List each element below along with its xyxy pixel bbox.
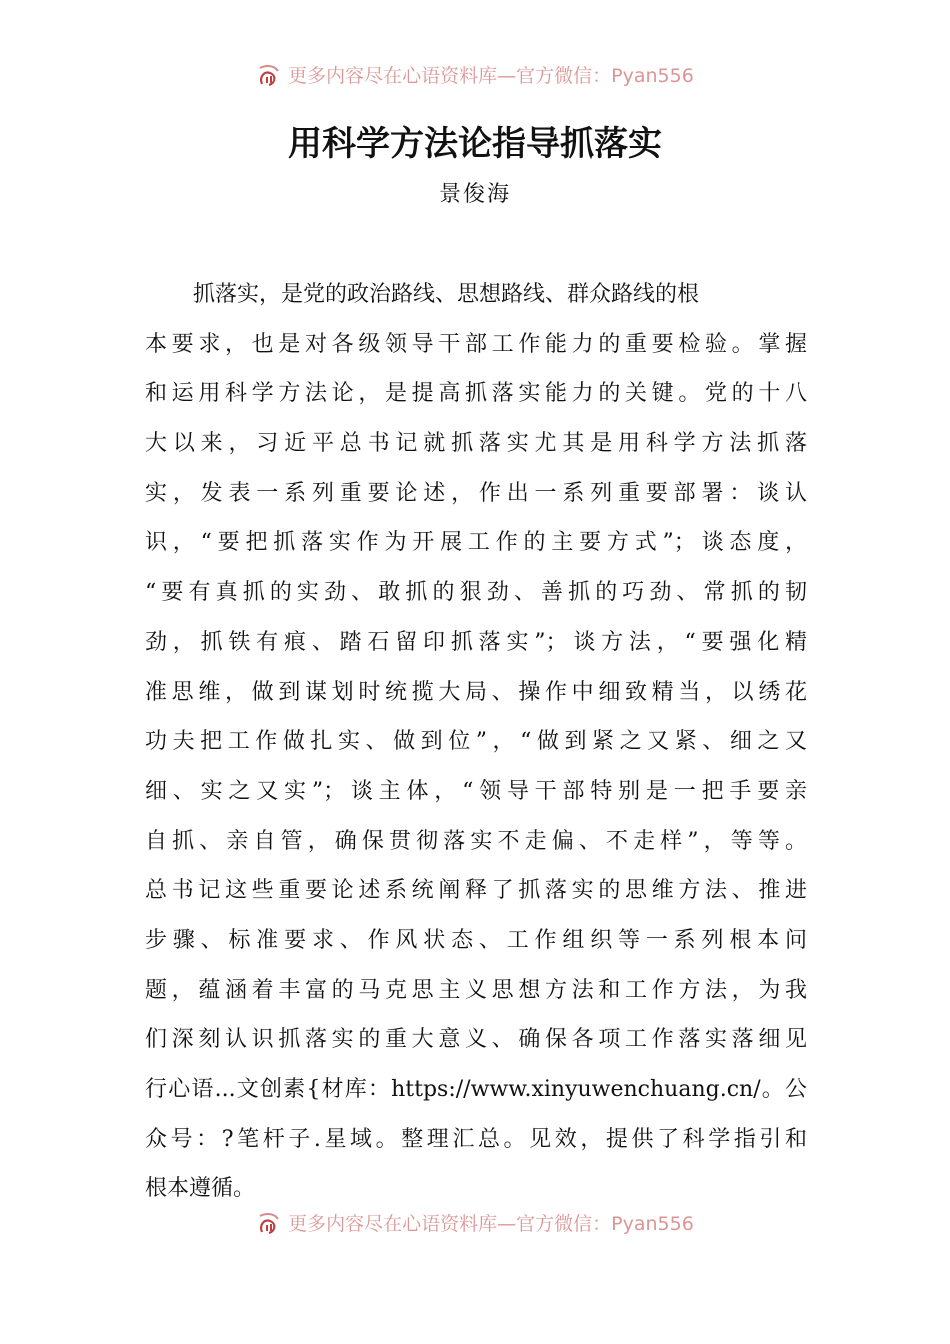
paragraph-line: “要有真抓的实劲、敢抓的狠劲、善抓的巧劲、常抓的韧: [145, 580, 807, 606]
watermark-header: [0, 62, 950, 88]
paragraph-line: 根本遵循。: [145, 1176, 256, 1202]
document-author: 景俊海: [438, 182, 511, 207]
paragraph-line: 题，蕴涵着丰富的马克思主义思想方法和工作方法，为我: [145, 977, 807, 1003]
document-title: 用科学方法论指导抓落实: [288, 124, 662, 164]
watermark-footer: [0, 1210, 950, 1236]
paragraph-line: 准思维，做到谋划时统揽大局、操作中细致精当，以绣花: [145, 679, 807, 705]
body-paragraph: [145, 270, 807, 1214]
paragraph-line: 本要求，也是对各级领导干部工作能力的重要检验。掌握: [145, 331, 807, 357]
paragraph-line: 劲，抓铁有痕、踏石留印抓落实”；谈方法，“要强化精: [145, 629, 807, 655]
brand-logo-icon: [256, 1211, 282, 1237]
paragraph-line: 功夫把工作做扎实、做到位”，“做到紧之又紧、细之又: [145, 729, 807, 755]
paragraph-line: 和运用科学方法论，是提高抓落实能力的关键。党的十八: [145, 381, 807, 407]
watermark-text: 更多内容尽在心语资料库—官方微信：Pyan556: [288, 1212, 694, 1235]
paragraph-line: 抓落实，是党的政治路线、思想路线、群众路线的根: [193, 282, 700, 307]
paragraph-line: 自抓、亲自管，确保贯彻落实不走偏、不走样”，等等。: [145, 828, 807, 854]
paragraph-line: 实，发表一系列重要论述，作出一系列重要部署：谈认: [145, 480, 807, 506]
watermark-text: 更多内容尽在心语资料库—官方微信：Pyan556: [288, 64, 694, 87]
paragraph-line: 大以来，习近平总书记就抓落实尤其是用科学方法抓落: [145, 431, 807, 457]
paragraph-line: 行心语...文创素{材库：https://www.xinyuwenchuang.cn/。公: [145, 1077, 807, 1102]
paragraph-line: 总书记这些重要论述系统阐释了抓落实的思维方法、推进: [145, 878, 807, 904]
paragraph-line: 们深刻认识抓落实的重大意义、确保各项工作落实落细见: [145, 1027, 807, 1053]
paragraph-line: 细、实之又实”；谈主体，“领导干部特别是一把手要亲: [145, 778, 807, 804]
paragraph-line: 识，“要把抓落实作为开展工作的主要方式”；谈态度，: [145, 530, 807, 556]
paragraph-line: 众号：?笔杆子.星域。整理汇总。见效，提供了科学指引和: [145, 1126, 807, 1152]
paragraph-line: 步骤、标准要求、作风状态、工作组织等一系列根本问: [145, 927, 807, 953]
brand-logo-icon: [256, 63, 282, 89]
